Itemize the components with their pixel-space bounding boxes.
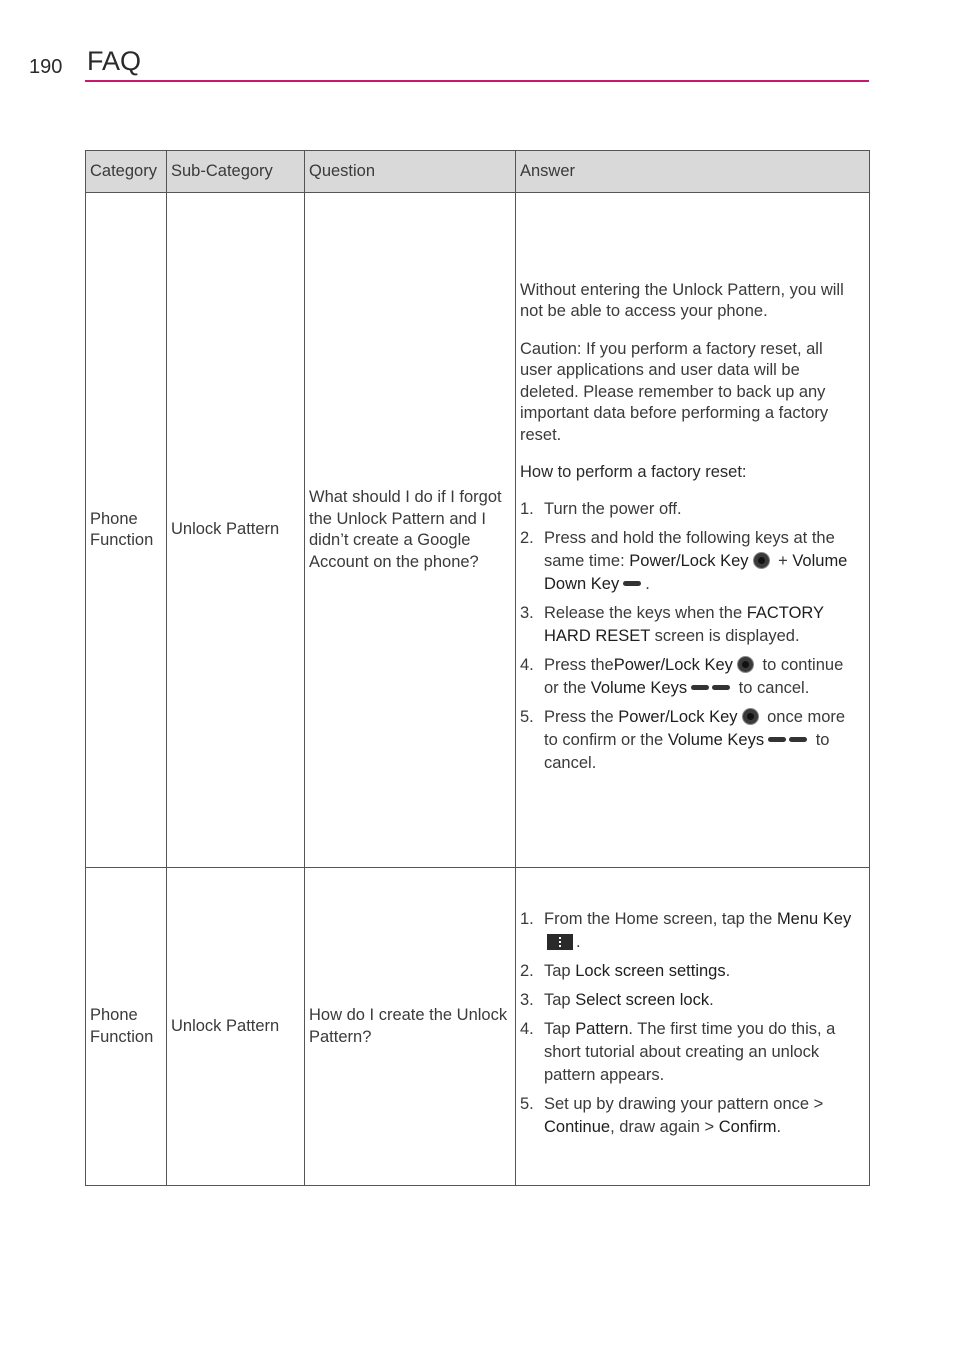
- cell-question: How do I create the Unlock Pattern?: [305, 868, 516, 1186]
- cell-category: Phone Function: [86, 868, 167, 1186]
- power-lock-key-icon: [742, 708, 759, 725]
- cell-sub-category: Unlock Pattern: [167, 193, 305, 868]
- table-row: [86, 868, 870, 1186]
- list-item: 1. From the Home screen, tap the Menu Key.: [520, 910, 852, 951]
- list-item: 5. Press the Power/Lock Key once more to confirm or the Volume Keys to cancel.: [520, 707, 846, 772]
- list-item: 1. Turn the power off.: [520, 499, 682, 518]
- list-item: 3. Release the keys when the FACTORY HARD RESET screen is displayed.: [520, 603, 824, 645]
- volume-keys-icon: [768, 737, 807, 742]
- list-item: 3. Tap Select screen lock.: [520, 991, 714, 1009]
- list-item: 5. Set up by drawing your pattern once > Continue, draw again > Confirm.: [520, 1095, 824, 1136]
- volume-down-key-icon: [623, 581, 641, 586]
- list-item: 2. Tap Lock screen settings.: [520, 962, 731, 980]
- list-item: 4. Press thePower/Lock Key to continue or the Volume Keys to cancel.: [520, 655, 844, 697]
- power-lock-key-icon: [753, 552, 770, 569]
- cell-answer: [516, 193, 870, 868]
- menu-key-icon: [547, 934, 573, 950]
- title-rule: [85, 80, 869, 82]
- create-pattern-steps: [520, 908, 857, 1139]
- cell-answer: [516, 868, 870, 1186]
- factory-reset-steps: [520, 498, 857, 775]
- volume-keys-icon: [691, 685, 730, 690]
- header-question: Question: [305, 151, 516, 193]
- power-lock-key-icon: [737, 656, 754, 673]
- header-sub-category: Sub-Category: [167, 151, 305, 193]
- cell-sub-category: Unlock Pattern: [167, 868, 305, 1186]
- header-category: Category: [86, 151, 167, 193]
- header-answer: Answer: [516, 151, 870, 193]
- table-header-row: [86, 151, 870, 193]
- list-item: 2. Press and hold the following keys at the same time: Power/Lock Key + Volume Down Key .: [520, 528, 848, 593]
- page-number: 190: [29, 56, 63, 78]
- page-title: FAQ: [87, 46, 142, 76]
- faq-table: [85, 150, 870, 1186]
- caution-paragraph: Caution: If you perform a factory reset, all user applications and user data will be deleted. Please remember to back up any important data before performing a factory reset.: [520, 339, 829, 444]
- answer-paragraph: Without entering the Unlock Pattern, you will not be able to access your phone.: [520, 280, 844, 320]
- factory-reset-heading: How to perform a factory reset:: [520, 463, 747, 481]
- cell-category: Phone Function: [86, 193, 167, 868]
- list-item: 4. Tap Pattern. The first time you do this, a short tutorial about creating an unlock pattern appears.: [520, 1020, 836, 1084]
- table-row: [86, 193, 870, 868]
- cell-question: What should I do if I forgot the Unlock Pattern and I didn’t create a Google Account on the phone?: [305, 193, 516, 868]
